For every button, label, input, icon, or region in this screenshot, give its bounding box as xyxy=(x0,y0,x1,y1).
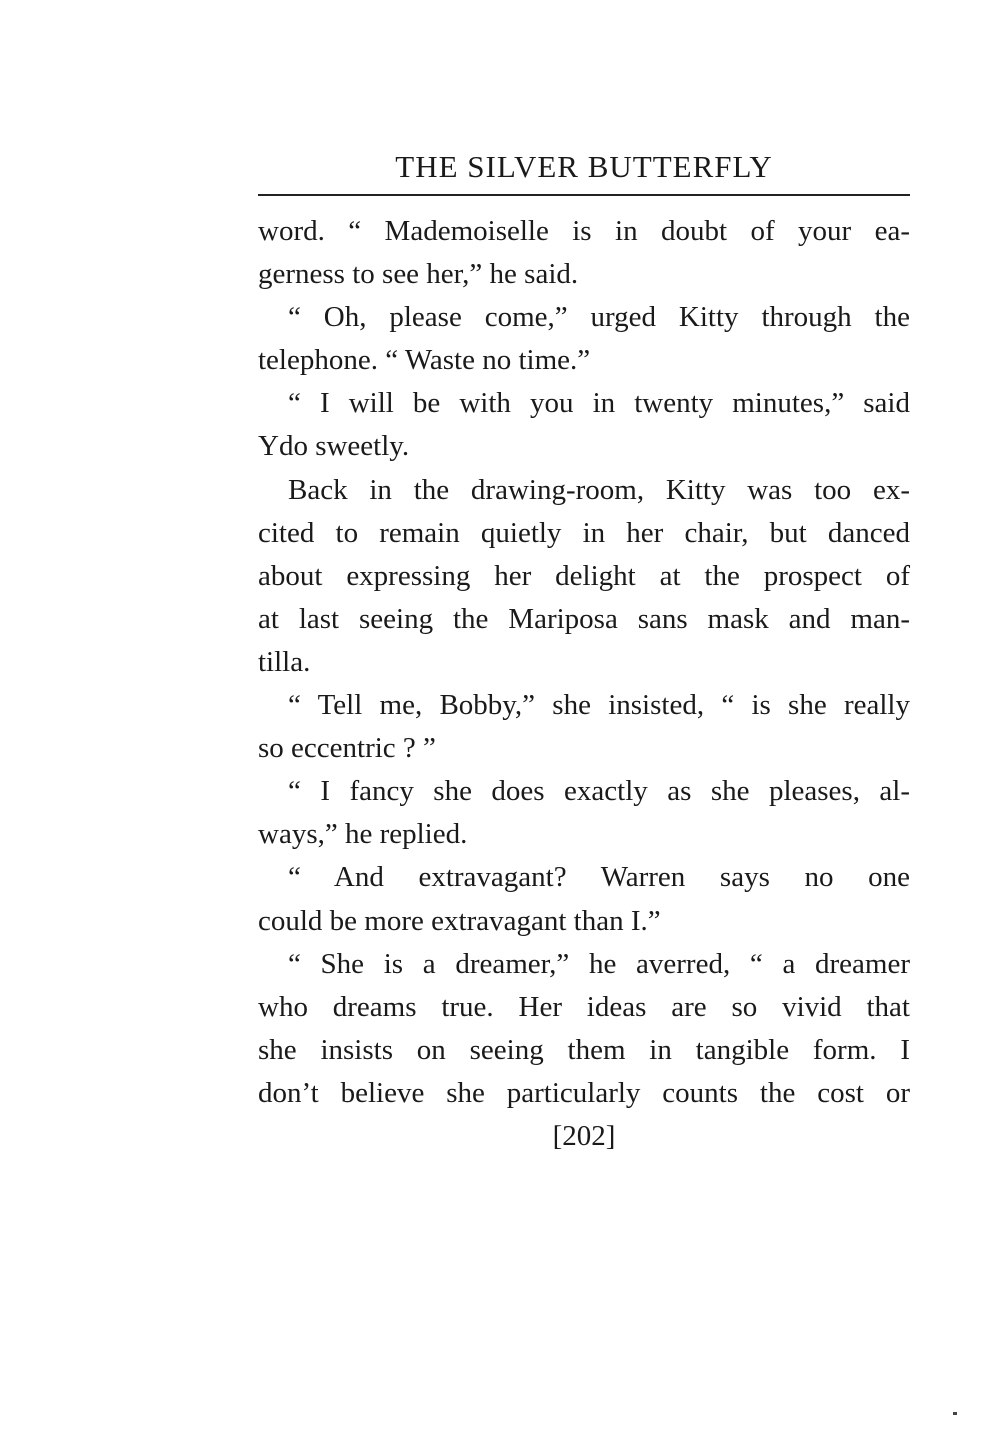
text-line: Ydo sweetly. xyxy=(258,430,410,463)
text-line: “ I fancy she does exactly as she pleases, al- xyxy=(288,775,910,808)
scan-speck xyxy=(953,1412,957,1415)
text-line: “ Oh, please come,” urged Kitty through the xyxy=(288,301,910,334)
text-line: telephone. “ Waste no time.” xyxy=(258,344,591,377)
text-line: ways,” he replied. xyxy=(258,818,468,851)
text-line: at last seeing the Mariposa sans mask and man- xyxy=(258,602,910,635)
text-line: “ She is a dreamer,” he averred, “ a dreamer xyxy=(288,947,910,980)
text-line: Back in the drawing-room, Kitty was too ex- xyxy=(288,473,910,506)
page-number: [202] xyxy=(552,1120,616,1152)
text-line: “ And extravagant? Warren says no one xyxy=(288,861,910,894)
body-text xyxy=(258,210,910,1115)
running-head: THE SILVER BUTTERFLY xyxy=(395,149,773,184)
text-line: about expressing her delight at the prospect of xyxy=(258,559,910,592)
text-line: could be more extravagant than I.” xyxy=(258,904,661,937)
text-line: “ Tell me, Bobby,” she insisted, “ is she really xyxy=(288,689,910,722)
text-line: gerness to see her,” he said. xyxy=(258,258,579,291)
text-line: she insists on seeing them in tangible form. I xyxy=(258,1033,910,1066)
text-line: don’t believe she particularly counts the cost or xyxy=(258,1076,910,1109)
header-rule xyxy=(258,194,910,196)
text-line: “ I will be with you in twenty minutes,” said xyxy=(288,387,910,420)
text-line: so eccentric ? ” xyxy=(258,732,436,765)
text-line: cited to remain quietly in her chair, but danced xyxy=(258,516,910,549)
text-line: tilla. xyxy=(258,645,311,678)
text-line: who dreams true. Her ideas are so vivid that xyxy=(258,990,910,1023)
text-line: word. “ Mademoiselle is in doubt of your ea- xyxy=(258,215,910,247)
